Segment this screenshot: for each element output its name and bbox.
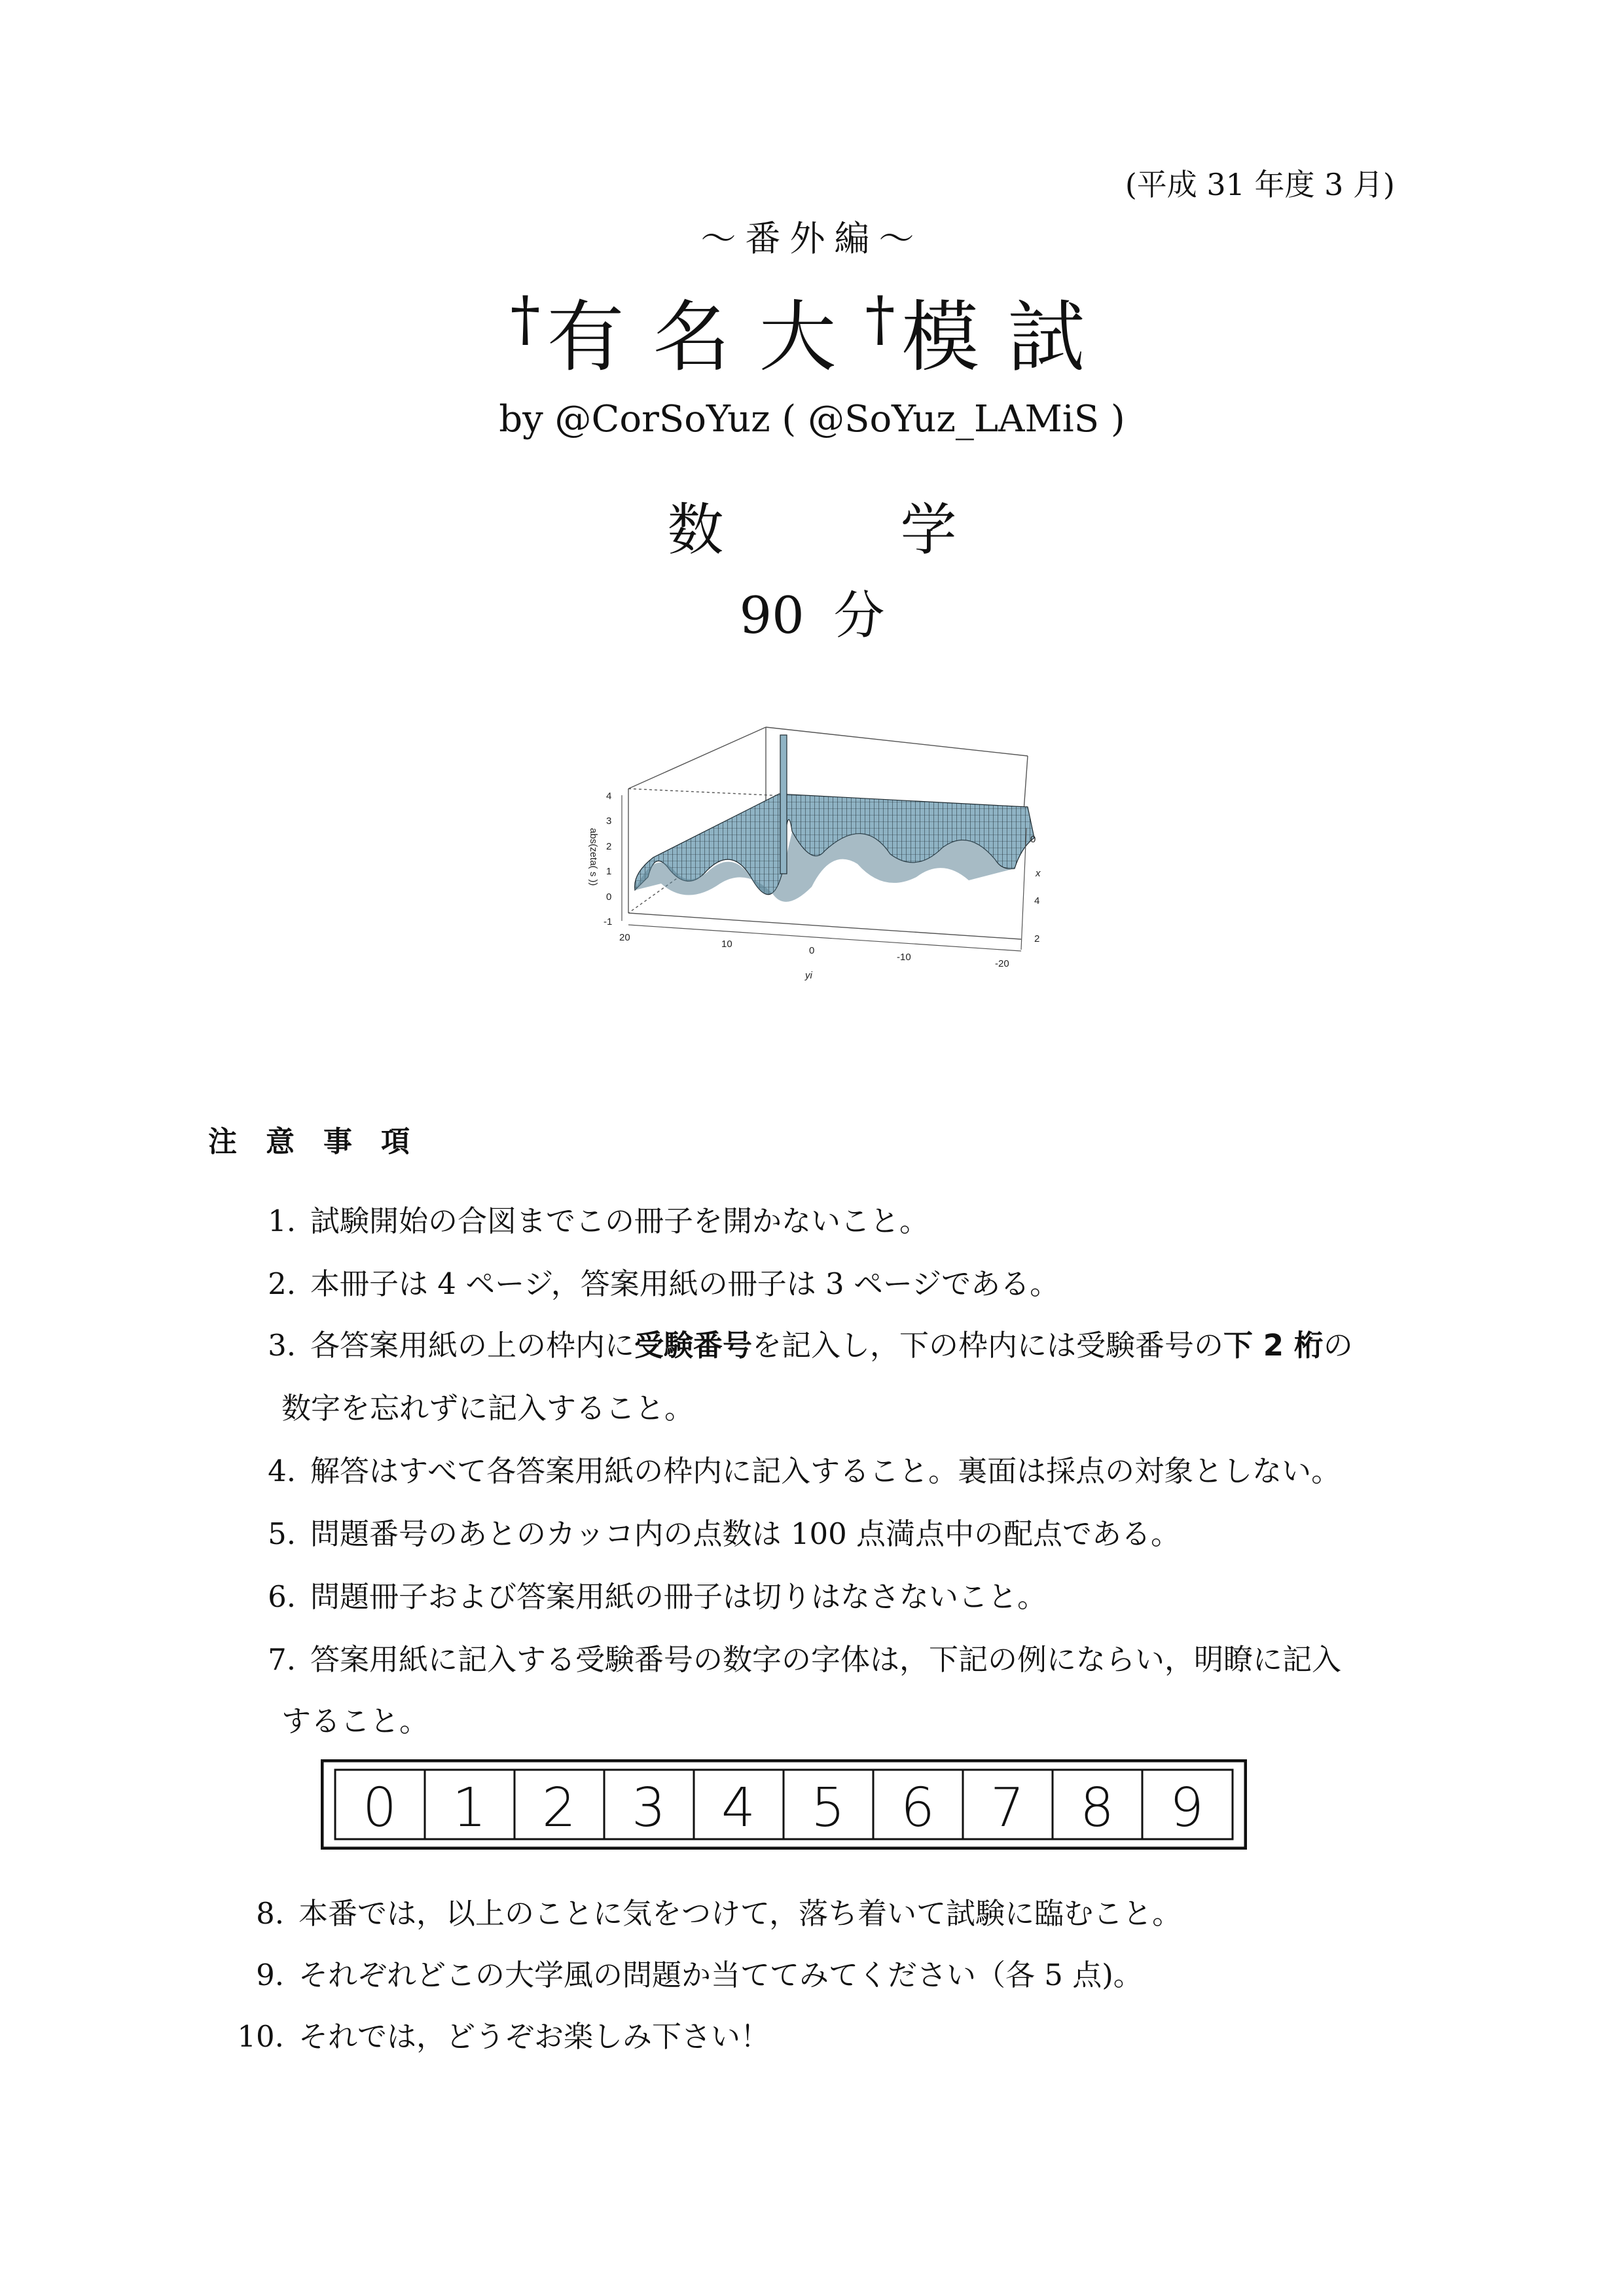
notice-text: それでは，どうぞお楽しみ下さい！ <box>298 2019 770 2054</box>
notice-text: 本番では，以上のことに気をつけて，落ち着いて試験に臨むこと。 <box>298 1896 1182 1931</box>
x-tick: 2 <box>1034 933 1040 944</box>
digit-sample: 7 <box>990 1777 1025 1839</box>
digit-sample: 1 <box>452 1777 487 1839</box>
z-axis <box>588 791 622 927</box>
notice-item <box>249 1326 1353 1365</box>
z-tick: 0 <box>606 891 612 903</box>
notice-item <box>249 1640 1341 1679</box>
yi-tick: -10 <box>897 952 911 963</box>
yi-tick: -20 <box>995 958 1009 969</box>
notice-text: 試験開始の合図までこの冊子を開かないこと。 <box>310 1204 929 1238</box>
title-dagger-2: † <box>865 283 902 353</box>
title-part-2: 模試 <box>901 292 1114 382</box>
notice-item <box>237 1956 1143 1995</box>
notice-item <box>249 1265 1059 1304</box>
subtitle: ～番外編～ <box>700 218 924 259</box>
notice-text: 本冊子は 4 ページ，答案用紙の冊子は 3 ページである。 <box>310 1266 1060 1301</box>
yi-tick: 0 <box>809 945 815 956</box>
yi-axis <box>619 925 1021 981</box>
z-tick: 2 <box>606 841 612 852</box>
exam-date: (平成 31 年度 3 月) <box>1125 167 1395 202</box>
notice-text: 問題冊子および答案用紙の冊子は切りはなさないこと。 <box>310 1579 1047 1614</box>
digit-sample: 8 <box>1079 1777 1115 1839</box>
z-tick: 3 <box>606 816 612 827</box>
notice-number: 4. <box>268 1454 296 1488</box>
zeta-surface-plot <box>576 717 1047 1024</box>
notice-text-mid: を記入し，下の枠内には受験番号の <box>752 1328 1224 1363</box>
notes-heading: 注意事項 <box>208 1125 439 1158</box>
notice-number: 7. <box>268 1642 296 1677</box>
digit-sample: 6 <box>900 1777 935 1839</box>
emphasis-last-two-digits: 下 2 桁 <box>1223 1328 1324 1363</box>
z-tick: 4 <box>606 791 612 802</box>
x-tick: 0 <box>1030 834 1036 845</box>
digit-sample: 3 <box>631 1777 666 1839</box>
notice-text: 答案用紙に記入する受験番号の数字の字体は，下記の例にならい，明瞭に記入 <box>310 1642 1342 1677</box>
z-tick: -1 <box>604 916 613 927</box>
title-part-1: 有名大 <box>547 292 865 382</box>
notice-item <box>249 1515 1180 1554</box>
notice-continuation: 数字を忘れずに記入すること。 <box>281 1391 695 1426</box>
notice-text: それぞれどこの大学風の問題か当ててみてください（各 5 点)。 <box>298 1958 1143 1992</box>
digit-sample: 9 <box>1169 1777 1204 1839</box>
notice-item <box>249 1577 1047 1617</box>
surface-spike <box>780 735 787 874</box>
notice-text: 問題番号のあとのカッコ内の点数は 100 点満点中の配点である。 <box>310 1516 1181 1551</box>
notice-item <box>237 2017 770 2056</box>
digit-sample: 4 <box>721 1777 756 1839</box>
notice-number: 6. <box>268 1579 296 1614</box>
notice-text-post: の <box>1323 1328 1353 1363</box>
yi-axis-label: yi <box>805 970 812 981</box>
x-tick: 4 <box>1034 895 1040 906</box>
notice-number: 10. <box>237 2019 284 2054</box>
notice-number: 1. <box>268 1204 296 1238</box>
digit-sample: 5 <box>810 1777 846 1839</box>
subject-title: 数学 <box>667 497 1134 563</box>
x-axis-label: x <box>1036 868 1041 879</box>
notice-text: 解答はすべて各答案用紙の枠内に記入すること。裏面は採点の対象としない。 <box>310 1454 1341 1488</box>
notice-number: 5. <box>268 1516 296 1551</box>
notice-item <box>237 1894 1182 1933</box>
yi-tick: 10 <box>721 939 732 950</box>
title-dagger-1: † <box>510 283 547 353</box>
z-tick: 1 <box>606 866 612 877</box>
digit-sample-box <box>321 1759 1247 1850</box>
notice-continuation: すること。 <box>281 1704 429 1738</box>
emphasis-exam-number: 受験番号 <box>634 1328 753 1363</box>
notice-item <box>249 1202 929 1241</box>
notice-item <box>249 1452 1341 1491</box>
notice-number: 3. <box>268 1328 296 1363</box>
digit-sample: 0 <box>362 1777 397 1839</box>
z-axis-label: abs(zeta( s )) <box>588 828 599 886</box>
notice-number: 2. <box>268 1266 296 1301</box>
exam-duration: 90 分 <box>739 586 885 645</box>
page-title <box>0 275 1624 386</box>
notice-text-pre: 各答案用紙の上の枠内に <box>310 1328 635 1363</box>
yi-tick: 20 <box>619 932 630 943</box>
notice-number: 8. <box>256 1896 284 1931</box>
notice-number: 9. <box>256 1958 284 1992</box>
byline: by @CorSoYuz ( @SoYuz_LAMiS ) <box>499 398 1125 440</box>
digit-sample: 2 <box>541 1777 577 1839</box>
